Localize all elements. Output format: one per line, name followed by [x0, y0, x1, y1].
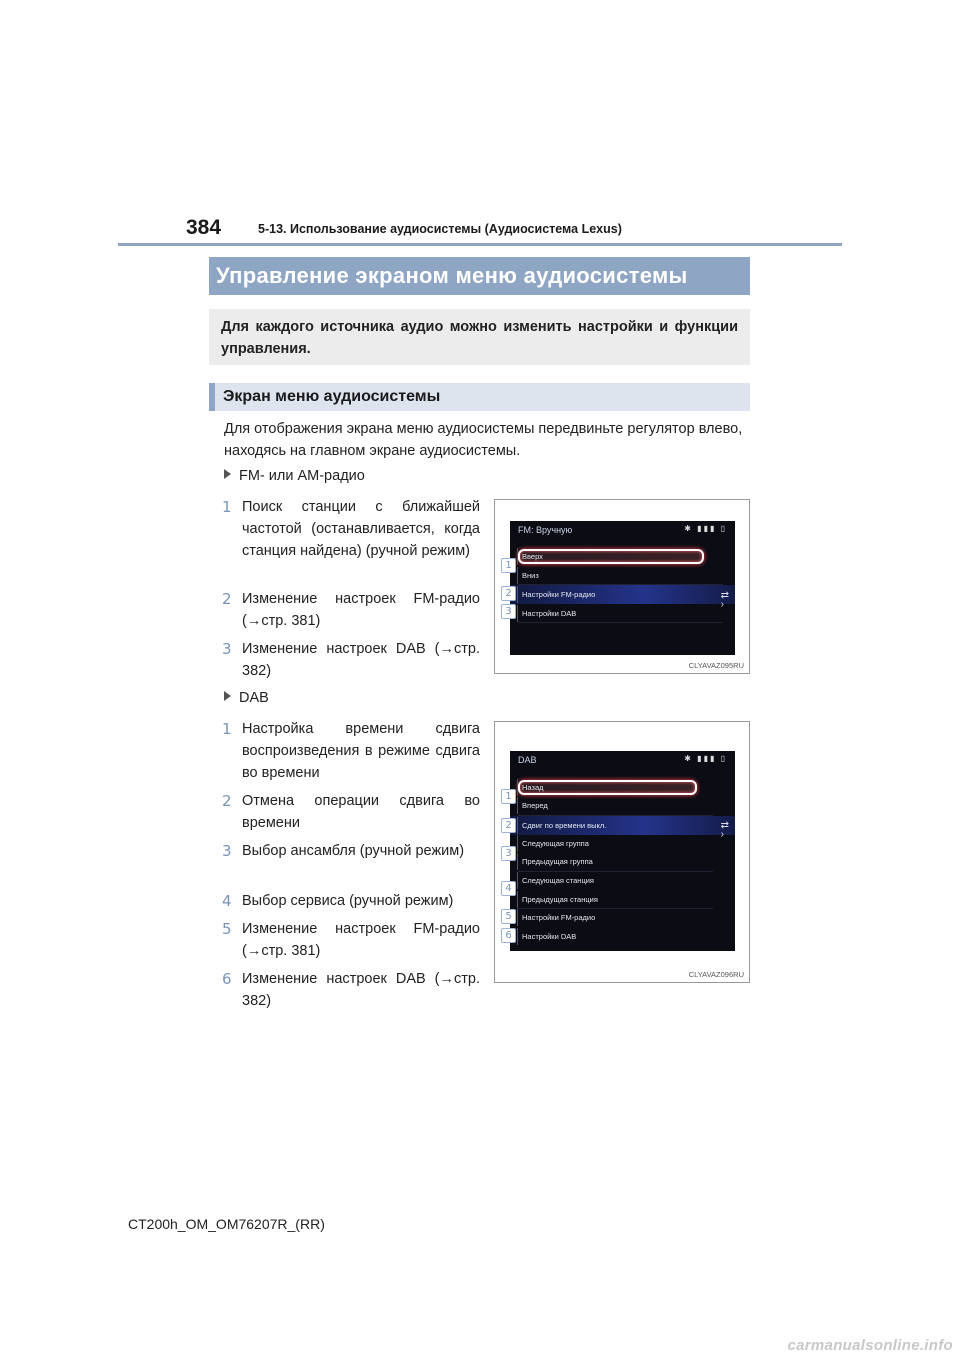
dab-item-1 — [222, 718, 480, 784]
menu-row-fm-settings: Настройки FM-радио — [517, 586, 595, 603]
item-text: Изменение настроек FM-радио (→стр. 381) — [242, 921, 480, 959]
fm-item-1 — [222, 496, 480, 584]
item-text: Выбор сервиса (ручной режим) — [242, 893, 454, 909]
item-number: 3 — [222, 842, 232, 860]
item-number: 6 — [222, 970, 232, 988]
body-text: Для отображения экрана меню аудиосистемы передвиньте регулятор влево, находясь на главном экране аудиосистемы. — [224, 421, 743, 459]
menu-row-prev-station: Предыдущая станция — [517, 891, 598, 908]
menu-row-back: Назад — [517, 779, 544, 796]
item-number: 1 — [222, 498, 232, 516]
callout-3: 3 — [501, 846, 516, 861]
callout-1: 1 — [501, 789, 516, 804]
menu-row-next-group: Следующая группа — [517, 835, 589, 852]
menu-row-down: Вниз — [517, 567, 539, 584]
dab-menu-screenshot — [494, 721, 750, 983]
item-number: 2 — [222, 792, 232, 810]
triangle-bullet-icon — [224, 691, 231, 701]
dab-label — [224, 690, 269, 706]
screen-title: DAB — [518, 755, 537, 765]
menu-row-forward: Вперед — [517, 797, 548, 814]
dab-item-4 — [222, 890, 480, 912]
menu-row-next-station: Следующая станция — [517, 872, 594, 889]
item-text: Изменение настроек DAB (→стр. 382) — [242, 641, 480, 679]
swap-arrows-icon — [721, 591, 729, 609]
callout-2: 2 — [501, 586, 516, 601]
item-text: Настройка времени сдвига воспроизведения в режиме сдвига во времени — [242, 721, 480, 781]
menu-row-dab-settings: Настройки DAB — [517, 928, 576, 945]
fm-label — [224, 468, 365, 484]
dab-item-5 — [222, 918, 480, 962]
menu-row-up: Вверх — [517, 548, 543, 565]
row-separator — [518, 908, 713, 909]
item-text: Отмена операции сдвига во времени — [242, 793, 480, 831]
swap-icon: ⇄ — [720, 590, 729, 601]
fm-screen — [510, 521, 735, 655]
fm-menu-screenshot — [494, 499, 750, 674]
callout-6: 6 — [501, 928, 516, 943]
status-icons: ✱ ▮▮▮ ▯ — [684, 524, 727, 533]
main-heading: Управление экраном меню аудиосистемы — [209, 257, 750, 295]
swap-arrows-icon — [721, 821, 729, 839]
page-number: 384 — [186, 216, 222, 239]
intro-box: Для каждого источника аудио можно изменить настройки и функции управления. — [209, 309, 750, 365]
dab-label-text: DAB — [239, 690, 269, 706]
item-number: 2 — [222, 590, 232, 608]
figure-code: CLYAVAZ096RU — [688, 970, 744, 979]
dab-screen — [510, 751, 735, 951]
row-separator — [518, 584, 723, 585]
section-title: 5-13. Использование аудиосистемы (Аудиосистема Lexus) — [258, 222, 622, 236]
row-separator — [518, 815, 713, 816]
callout-1: 1 — [501, 558, 516, 573]
chevron-right-icon: › — [720, 829, 724, 840]
figure-code: CLYAVAZ095RU — [688, 661, 744, 670]
status-icons: ✱ ▮▮▮ ▯ — [684, 754, 727, 763]
swap-icon: ⇄ — [720, 820, 729, 831]
callout-2: 2 — [501, 818, 516, 833]
selection-highlight — [518, 549, 704, 564]
header-divider — [118, 243, 842, 246]
menu-row-dab-settings: Настройки DAB — [517, 605, 576, 622]
callout-5: 5 — [501, 909, 516, 924]
footer-document-code: CT200h_OM_OM76207R_(RR) — [128, 1216, 325, 1232]
dab-item-2 — [222, 790, 480, 834]
watermark: carmanualsonline.info — [787, 1337, 953, 1354]
item-number: 1 — [222, 720, 232, 738]
callout-3: 3 — [501, 604, 516, 619]
selection-highlight — [518, 780, 697, 795]
item-text: Изменение настроек FM-радио (→стр. 381) — [242, 591, 480, 629]
item-number: 3 — [222, 640, 232, 658]
item-text: Поиск станции с ближайшей частотой (останавливается, когда станция найдена) (ручной режим) — [242, 499, 480, 559]
fm-label-text: FM- или AM-радио — [239, 468, 365, 484]
item-text: Выбор ансамбля (ручной режим) — [242, 843, 465, 859]
menu-row-fm-settings: Настройки FM-радио — [517, 909, 595, 926]
sub-heading: Экран меню аудиосистемы — [209, 383, 750, 411]
row-separator — [518, 871, 713, 872]
triangle-bullet-icon — [224, 469, 231, 479]
menu-row-timeshift: Сдвиг по времени выкл. — [517, 817, 606, 834]
row-separator — [518, 622, 723, 623]
fm-item-3 — [222, 638, 480, 682]
dab-item-3 — [222, 840, 480, 884]
dab-item-6 — [222, 968, 480, 1012]
callout-4: 4 — [501, 881, 516, 896]
chevron-right-icon: › — [720, 599, 724, 610]
body-paragraph — [224, 418, 748, 462]
item-number: 5 — [222, 920, 232, 938]
item-number: 4 — [222, 892, 232, 910]
screen-title: FM: Вручную — [518, 525, 573, 535]
fm-item-2 — [222, 588, 480, 632]
menu-row-prev-group: Предыдущая группа — [517, 853, 593, 870]
item-text: Изменение настроек DAB (→стр. 382) — [242, 971, 480, 1009]
